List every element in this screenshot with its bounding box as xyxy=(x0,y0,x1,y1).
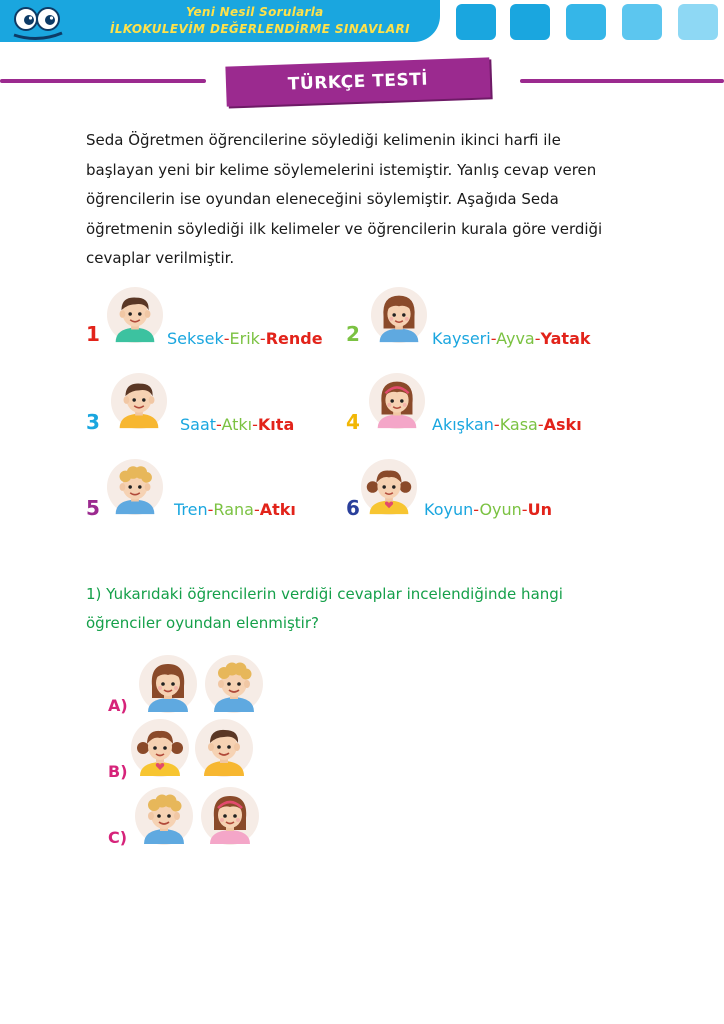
first-word: Akışkan xyxy=(432,415,494,434)
first-word: Kayseri xyxy=(432,329,491,348)
girl-blue-icon xyxy=(370,286,428,344)
student-answer: Kayseri-Ayva-Yatak xyxy=(432,329,591,348)
option-c-label[interactable]: C) xyxy=(108,828,128,847)
second-word: Ayva xyxy=(496,329,535,348)
paragraph-line: öğrencilerin ise oyundan eleneceğini söylemiştir. Aşağıda Seda xyxy=(86,190,559,209)
student-answer: Koyun-Oyun-Un xyxy=(424,500,552,519)
question-line: öğrenciler oyundan elenmiştir? xyxy=(86,614,319,632)
boy-green-icon xyxy=(106,286,164,344)
first-word: Seksek xyxy=(167,329,224,348)
third-word: Kıta xyxy=(257,415,295,434)
second-word: Erik xyxy=(229,329,260,348)
mascot-eyes-icon xyxy=(4,3,74,43)
header-tile xyxy=(456,4,496,40)
student-number: 5 xyxy=(86,496,100,520)
student-answer: Seksek-Erik-Rende xyxy=(167,329,323,348)
second-word: Atkı xyxy=(221,415,253,434)
header-title: İLKOKULEVİM DEĞERLENDİRME SINAVLARI xyxy=(110,22,411,36)
paragraph-line: cevaplar verilmiştir. xyxy=(86,249,235,268)
paragraph-line: başlayan yeni bir kelime söylemelerini istemiştir. Yanlış cevap veren xyxy=(86,160,597,179)
third-word: Un xyxy=(527,500,552,519)
third-word: Atkı xyxy=(259,500,296,519)
header-banner xyxy=(0,0,440,42)
student-number: 1 xyxy=(86,322,100,346)
second-word: Rana xyxy=(213,500,254,519)
header-subtitle: Yeni Nesil Sorularla xyxy=(186,5,324,19)
boy-blond-icon[interactable] xyxy=(134,786,194,846)
girl-heart-icon[interactable] xyxy=(130,718,190,778)
test-title xyxy=(225,57,490,106)
paragraph-line: öğretmenin söylediği ilk kelimeler ve öğrencilerin kurala göre verdiği xyxy=(86,219,603,238)
second-word: Oyun xyxy=(479,500,522,519)
question-text xyxy=(86,580,646,638)
test-title-text: TÜRKÇE TESTİ xyxy=(287,69,429,95)
title-rule-left xyxy=(0,79,206,83)
student-number: 3 xyxy=(86,410,100,434)
boy-orange-icon xyxy=(110,372,168,430)
first-word: Saat xyxy=(180,415,217,434)
option-a-label[interactable]: A) xyxy=(108,696,128,715)
girl-pink-icon[interactable] xyxy=(200,786,260,846)
instruction-paragraph xyxy=(86,126,656,274)
boy-orange-icon[interactable] xyxy=(194,718,254,778)
title-rule-right xyxy=(520,79,724,83)
header-tile xyxy=(566,4,606,40)
paragraph-line: Seda Öğretmen öğrencilerine söylediği kelimenin ikinci harfi ile xyxy=(86,131,561,149)
third-word: Askı xyxy=(543,415,582,434)
student-answer: Saat-Atkı-Kıta xyxy=(180,415,295,434)
third-word: Yatak xyxy=(540,329,591,348)
header-tile xyxy=(510,4,550,40)
option-b-label[interactable]: B) xyxy=(108,762,128,781)
boy-blond-icon xyxy=(106,458,164,516)
student-number: 6 xyxy=(346,496,360,520)
girl-blue-icon[interactable] xyxy=(138,654,198,714)
student-number: 4 xyxy=(346,410,360,434)
student-answer: Akışkan-Kasa-Askı xyxy=(432,415,582,434)
boy-blond-icon[interactable] xyxy=(204,654,264,714)
third-word: Rende xyxy=(265,329,323,348)
first-word: Koyun xyxy=(424,500,474,519)
second-word: Kasa xyxy=(499,415,538,434)
header-tile xyxy=(622,4,662,40)
girl-heart-icon xyxy=(360,458,418,516)
question-line: 1) Yukarıdaki öğrencilerin verdiği cevaplar incelendiğinde hangi xyxy=(86,585,563,603)
header-tile xyxy=(678,4,718,40)
student-answer: Tren-Rana-Atkı xyxy=(174,500,296,519)
girl-pink-icon xyxy=(368,372,426,430)
first-word: Tren xyxy=(174,500,208,519)
student-number: 2 xyxy=(346,322,360,346)
